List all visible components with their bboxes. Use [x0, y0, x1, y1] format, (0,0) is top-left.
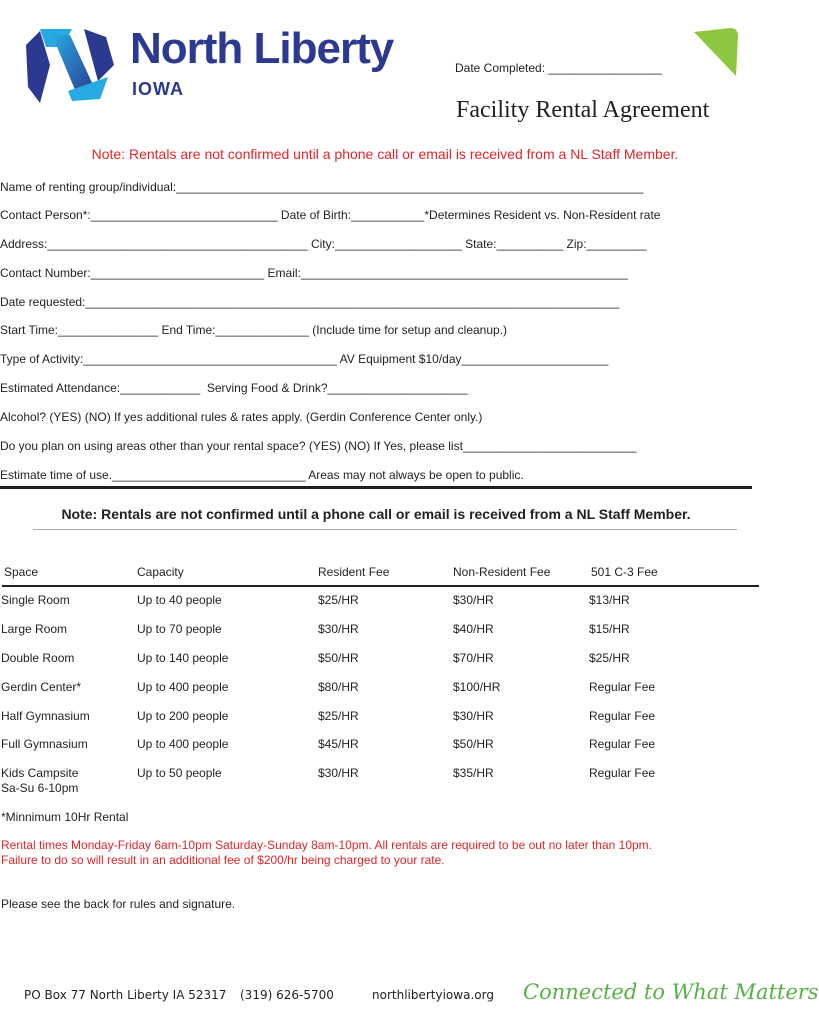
form-line-time-of-use[interactable]: Estimate time of use._____________________________ Areas may not always be open to public.: [0, 468, 524, 482]
form-line-date-requested[interactable]: Date requested:________________________________________________________________________________: [0, 295, 620, 309]
cell-nonresident-fee: $50/HR: [453, 737, 494, 751]
cell-resident-fee: $80/HR: [318, 680, 359, 694]
note-bold: Note: Rentals are not confirmed until a phone call or email is received from a NL Staff Member.: [61, 506, 691, 522]
cell-resident-fee: $45/HR: [318, 737, 359, 751]
header-resident-fee: Resident Fee: [318, 565, 390, 579]
cell-resident-fee: $25/HR: [318, 593, 359, 607]
cell-nonresident-fee: $100/HR: [453, 680, 501, 694]
cell-capacity: Up to 400 people: [137, 680, 229, 694]
cell-resident-fee: $30/HR: [318, 622, 359, 636]
header-space: Space: [4, 565, 39, 579]
cell-nonresident-fee: $70/HR: [453, 651, 494, 665]
cell-nonresident-fee: $30/HR: [453, 593, 494, 607]
footer-website[interactable]: northlibertyiowa.org: [372, 988, 494, 1002]
cell-space: Double Room: [1, 651, 75, 665]
cell-resident-fee: $25/HR: [318, 709, 359, 723]
form-line-address[interactable]: Address:_______________________________________ City:___________________ State:__________ Zip:_________: [0, 237, 647, 251]
brand-name: North Liberty: [130, 24, 394, 73]
header-501c3-fee: 501 C-3 Fee: [591, 565, 658, 579]
cell-501c3-fee: $25/HR: [589, 651, 630, 665]
form-line-phone-email[interactable]: Contact Number:__________________________ Email:_________________________________________________: [0, 266, 628, 280]
form-line-attendance[interactable]: Estimated Attendance:____________ Serving Food & Drink?_____________________: [0, 381, 468, 395]
cell-capacity: Up to 50 people: [137, 766, 222, 780]
form-line-alcohol[interactable]: Alcohol? (YES) (NO) If yes additional rules & rates apply. (Gerdin Conference Center only.): [0, 410, 483, 424]
cell-nonresident-fee: $30/HR: [453, 709, 494, 723]
cell-space: Gerdin Center*: [1, 680, 82, 694]
cell-capacity: Up to 400 people: [137, 737, 229, 751]
corner-leaf-icon: [690, 28, 740, 78]
cell-resident-fee: $30/HR: [318, 766, 359, 780]
note-top: Note: Rentals are not confirmed until a phone call or email is received from a NL Staff Member.: [91, 146, 679, 162]
header-capacity: Capacity: [137, 565, 184, 579]
see-back-note: Please see the back for rules and signature.: [1, 897, 236, 911]
cell-501c3-fee: $13/HR: [589, 593, 630, 607]
cell-501c3-fee: Regular Fee: [589, 680, 656, 694]
brand-state: IOWA: [132, 79, 184, 99]
table-header-rule: [2, 585, 759, 587]
date-completed-field[interactable]: Date Completed: _________________: [455, 61, 662, 75]
cell-nonresident-fee: $40/HR: [453, 622, 494, 636]
form-line-name[interactable]: Name of renting group/individual:______________________________________________________________________: [0, 180, 644, 194]
note-underline: [33, 529, 737, 530]
footer-address: PO Box 77 North Liberty IA 52317: [24, 988, 227, 1002]
footer-tagline: Connected to What Matters: [523, 980, 819, 1004]
cell-501c3-fee: $15/HR: [589, 622, 630, 636]
cell-501c3-fee: Regular Fee: [589, 766, 656, 780]
cell-space: Single Room: [1, 593, 70, 607]
minimum-rental-note: *Minnimum 10Hr Rental: [1, 810, 129, 824]
cell-capacity: Up to 40 people: [137, 593, 222, 607]
header-nonresident-fee: Non-Resident Fee: [453, 565, 551, 579]
cell-resident-fee: $50/HR: [318, 651, 359, 665]
cell-space: Large Room: [1, 622, 68, 636]
form-line-times[interactable]: Start Time:_______________ End Time:______________ (Include time for setup and cleanup.): [0, 323, 508, 337]
cell-space: Kids Campsite: [1, 766, 79, 780]
form-line-contact[interactable]: Contact Person*:____________________________ Date of Birth:___________*Determines Resident vs. Non-Resident rate: [0, 208, 661, 222]
form-line-activity[interactable]: Type of Activity:______________________________________ AV Equipment $10/day______________________: [0, 352, 609, 366]
rental-times-line-1: Rental times Monday-Friday 6am-10pm Saturday-Sunday 8am-10pm. All rentals are required to be out no later than 10pm.: [1, 838, 652, 852]
cell-capacity: Up to 200 people: [137, 709, 229, 723]
cell-capacity: Up to 70 people: [137, 622, 222, 636]
cell-capacity: Up to 140 people: [137, 651, 229, 665]
rental-times-line-2: Failure to do so will result in an additional fee of $200/hr being charged to your rate.: [1, 853, 445, 867]
footer-phone: (319) 626-5700: [240, 988, 334, 1002]
cell-nonresident-fee: $35/HR: [453, 766, 494, 780]
document-title: Facility Rental Agreement: [456, 97, 710, 123]
cell-501c3-fee: Regular Fee: [589, 737, 656, 751]
cell-space-extra: Sa-Su 6-10pm: [1, 781, 79, 795]
cell-space: Half Gymnasium: [1, 709, 90, 723]
form-line-other-areas[interactable]: Do you plan on using areas other than your rental space? (YES) (NO) If Yes, please list__________________________: [0, 439, 637, 453]
cell-space: Full Gymnasium: [1, 737, 88, 751]
section-divider: [0, 486, 752, 489]
cell-501c3-fee: Regular Fee: [589, 709, 656, 723]
north-liberty-logo-icon: [22, 25, 122, 105]
